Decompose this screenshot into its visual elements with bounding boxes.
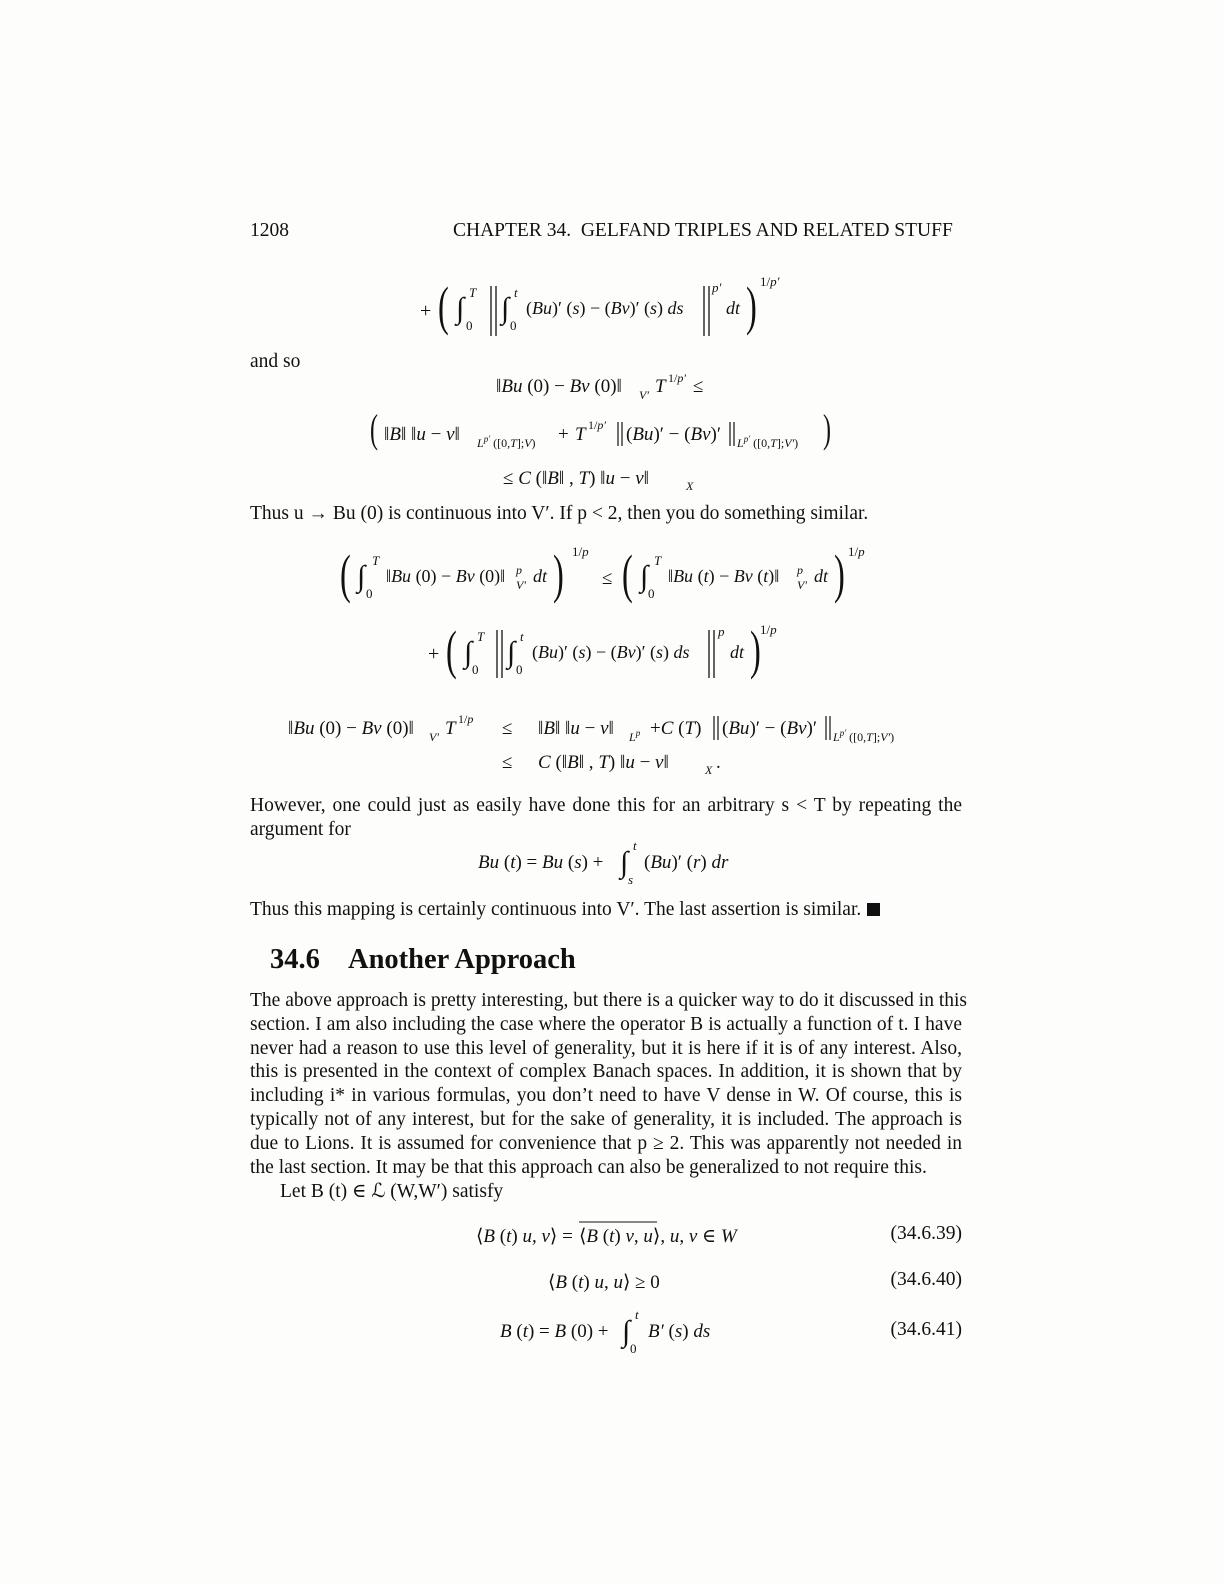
equation-number-40: (34.6.40) (890, 1269, 962, 1290)
svg-text:⟨B (t) u, u⟩ ≥ 0: ⟨B (t) u, u⟩ ≥ 0 (548, 1272, 660, 1293)
svg-text:B′ (s) ds: B′ (s) ds (648, 1321, 711, 1342)
svg-text:): ) (746, 275, 757, 337)
svg-text:C (‖B‖ , T) ‖u − v‖: C (‖B‖ , T) ‖u − v‖ (538, 752, 669, 773)
text-line: typically not of any interest, but for the sake of generality, it is included. The approach is (250, 1108, 962, 1130)
text-let-line: Let B (t) ∈ ℒ (W,W′) satisfy (280, 1181, 504, 1202)
svg-text:V′: V′ (429, 730, 439, 744)
svg-text:p′: p′ (712, 280, 722, 295)
equation-and-so-line2 (370, 410, 850, 456)
svg-text:(: ( (622, 543, 633, 605)
svg-text:1/p′: 1/p′ (588, 418, 606, 432)
svg-text:T: T (655, 376, 666, 397)
text-line: argument for (250, 818, 351, 840)
svg-text:X: X (705, 763, 713, 777)
svg-text:∫: ∫ (501, 292, 510, 325)
svg-text:+: + (420, 300, 432, 322)
svg-text:(: ( (370, 408, 378, 452)
text-line (250, 898, 962, 922)
svg-text:Lp′ ([0,T];V′): $L^{p'}$ ([0,T];V′) (737, 434, 799, 450)
svg-text:V′: V′ (797, 578, 807, 592)
paragraph-thus-mapping (250, 898, 962, 922)
text-line: the last section. It may be that this approach can also be generalized to not require this. (250, 1156, 927, 1178)
equation-lp-inequality (340, 540, 880, 610)
text-line: including i* in various formulas, you don’t need to have V dense in W. Of course, this is (250, 1085, 962, 1107)
text-line-content: Thus this mapping is certainly continuous into V′. The last assertion is similar. (250, 899, 862, 920)
svg-text:1/p: 1/p (458, 712, 474, 726)
svg-text:(Bu)′ (r) dr: (Bu)′ (r) dr (644, 852, 729, 873)
svg-text:): ) (834, 543, 845, 605)
page-number: 1208 (250, 220, 289, 241)
svg-text:t: t (633, 838, 637, 853)
equation-34-6-41 (500, 1303, 730, 1359)
section-heading (270, 944, 576, 976)
svg-text:‖Bu (0) − Bv (0)‖: ‖Bu (0) − Bv (0)‖ (496, 376, 622, 397)
svg-text:t: t (635, 1307, 639, 1322)
equation-34-6-40 (548, 1262, 678, 1296)
equation-lp-continuation (428, 614, 798, 686)
svg-text:+: + (428, 643, 440, 665)
svg-text:Lp′ ([0,T];V): $L^{p'}$ ([0,T];V) (477, 434, 536, 450)
svg-text:+: + (558, 424, 569, 445)
svg-text:(Bu)′ − (Bv)′: (Bu)′ − (Bv)′ (722, 718, 817, 739)
svg-text:+C (T): +C (T) (650, 718, 702, 739)
equation-number-41: (34.6.41) (890, 1319, 962, 1340)
svg-text:.: . (716, 752, 721, 773)
text-line: Thus u → Bu (0) is continuous into V′. If p < 2, then you do something similar. (250, 503, 869, 524)
svg-text:Bu (t) = Bu (s) +: Bu (t) = Bu (s) + (478, 852, 604, 873)
svg-text:T: T (477, 629, 485, 644)
svg-text:∫: ∫ (464, 636, 473, 669)
running-title: CHAPTER 34. GELFAND TRIPLES AND RELATED STUFF (453, 220, 953, 241)
svg-text:): ) (553, 543, 564, 605)
text-and-so: and so (250, 351, 301, 372)
svg-text:⟨B (t) u, v⟩ =: ⟨B (t) u, v⟩ = (476, 1226, 573, 1247)
svg-text:⟨B (t) v, u⟩, u, v ∈ W: ⟨B (t) v, u⟩, u, v ∈ W (579, 1226, 737, 1247)
svg-text:≤: ≤ (502, 718, 513, 739)
svg-text:∫: ∫ (357, 560, 366, 593)
equation-aligned-estimate (288, 710, 928, 780)
svg-text:T: T (469, 285, 477, 300)
svg-text:p: p (797, 563, 803, 577)
svg-text:(: ( (438, 275, 449, 337)
section-title: Another Approach (348, 944, 576, 975)
text-line: this is presented in the context of complex Banach spaces. In addition, it is shown that by (250, 1061, 962, 1083)
text-line: section. I am also including the case where the operator B is actually a function of t. I have (250, 1013, 962, 1035)
svg-text:dt: dt (726, 298, 741, 318)
svg-text:dt: dt (814, 566, 829, 586)
svg-text:s: s (628, 872, 634, 887)
text-line: never had a reason to use this level of generality, but it is here if it is of any interest. Also, (250, 1037, 962, 1059)
svg-text:T: T (372, 553, 380, 568)
svg-text:V′: V′ (516, 578, 526, 592)
svg-text:(: ( (446, 619, 457, 681)
svg-text:≤: ≤ (693, 376, 704, 397)
svg-text:): ) (750, 619, 761, 681)
equation-34-6-39 (476, 1216, 746, 1250)
svg-text:0: 0 (510, 318, 517, 333)
svg-text:p: p (516, 563, 522, 577)
svg-text:Lp: $L^p$ (629, 728, 641, 744)
text-line: The above approach is pretty interesting, but there is a quicker way to do it discussed in this (250, 990, 967, 1011)
svg-text:dt: dt (533, 566, 548, 586)
svg-text:0: 0 (472, 662, 479, 677)
text-line: However, one could just as easily have done this for an arbitrary s < T by repeating the (250, 795, 962, 816)
equation-and-so-line1 (496, 368, 726, 402)
svg-text:‖Bu (0) − Bv (0)‖: ‖Bu (0) − Bv (0)‖ (386, 566, 506, 586)
paragraph-thus-continuous (250, 502, 962, 526)
svg-text:(Bu)′ − (Bv)′: (Bu)′ − (Bv)′ (626, 424, 721, 445)
svg-text:≤: ≤ (602, 568, 613, 589)
equation-and-so-line3 (503, 460, 713, 492)
svg-text:T: T (445, 718, 456, 739)
svg-text:p: p (718, 624, 725, 639)
svg-text:‖B‖ ‖u − v‖: ‖B‖ ‖u − v‖ (538, 718, 614, 739)
svg-text:∫: ∫ (620, 846, 629, 879)
qed-square-icon (867, 903, 880, 916)
equation-bu-t (478, 836, 748, 890)
svg-text:V′: V′ (639, 388, 649, 402)
svg-text:1/p′: 1/p′ (760, 274, 780, 289)
svg-text:Lp′ ([0,T];V′): $L^{p'}$ ([0,T];V′) (833, 728, 895, 744)
svg-text:0: 0 (466, 318, 473, 333)
svg-text:∫: ∫ (640, 560, 649, 593)
svg-text:‖Bu (t) − Bv (t)‖: ‖Bu (t) − Bv (t)‖ (668, 566, 780, 586)
svg-text:(: ( (340, 543, 351, 605)
equation-top-continuation (420, 268, 800, 346)
svg-text:1/p: 1/p (760, 622, 777, 637)
paragraph-however (250, 794, 962, 842)
svg-text:≤: ≤ (502, 752, 513, 773)
svg-text:∫: ∫ (456, 292, 465, 325)
svg-text:B (t) = B (0) +: B (t) = B (0) + (500, 1321, 609, 1342)
svg-text:1/p: 1/p (572, 544, 589, 559)
svg-text:0: 0 (648, 586, 655, 601)
svg-text:0: 0 (366, 586, 373, 601)
svg-text:‖Bu (0) − Bv (0)‖: ‖Bu (0) − Bv (0)‖ (288, 718, 414, 739)
svg-text:0: 0 (630, 1341, 637, 1356)
svg-text:T: T (575, 424, 586, 445)
svg-text:t: t (520, 629, 524, 644)
svg-text:‖B‖ ‖u − v‖: ‖B‖ ‖u − v‖ (384, 424, 460, 445)
equation-number-39: (34.6.39) (890, 1223, 962, 1244)
svg-text:≤ C (‖B‖ , T) ‖u − v‖: ≤ C (‖B‖ , T) ‖u − v‖ (503, 468, 649, 489)
svg-text:(Bu)′ (s) − (Bv)′ (s) ds: (Bu)′ (s) − (Bv)′ (s) ds (526, 298, 684, 318)
svg-text:0: 0 (516, 662, 523, 677)
svg-text:(Bu)′ (s) − (Bv)′ (s) ds: (Bu)′ (s) − (Bv)′ (s) ds (532, 642, 690, 662)
section-number: 34.6 (270, 944, 320, 975)
svg-text:1/p′: 1/p′ (668, 371, 686, 385)
svg-text:dt: dt (730, 642, 745, 662)
text-line: due to Lions. It is assumed for convenience that p ≥ 2. This was apparently not needed in (250, 1132, 962, 1154)
paragraph-another-approach (250, 989, 967, 1179)
svg-text:): ) (823, 408, 831, 452)
svg-text:t: t (514, 285, 518, 300)
svg-text:1/p: 1/p (848, 544, 865, 559)
svg-text:X: X (686, 479, 694, 493)
svg-text:∫: ∫ (622, 1315, 631, 1348)
svg-text:T: T (654, 553, 662, 568)
svg-text:∫: ∫ (507, 636, 516, 669)
